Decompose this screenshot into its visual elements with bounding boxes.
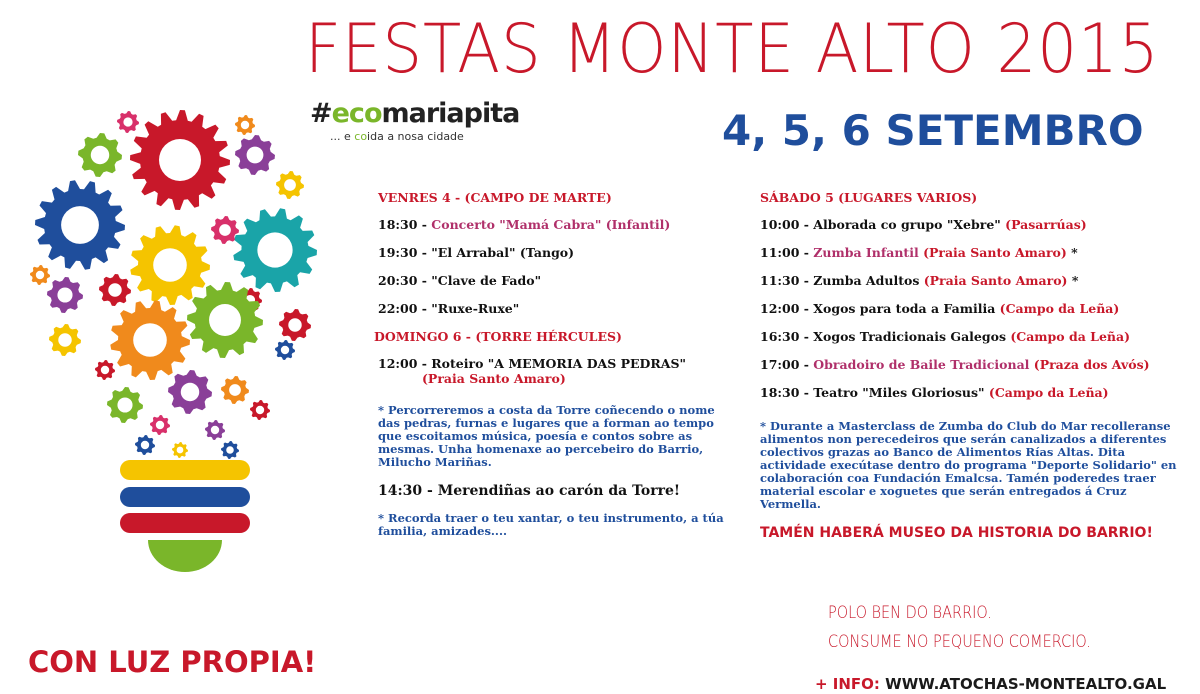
consume-text: CONSUME NO PEQUENO COMERCIO. bbox=[828, 632, 1091, 652]
venres-list bbox=[378, 217, 738, 316]
item-event: Teatro "Miles Gloriosus" bbox=[813, 385, 989, 400]
schedule-item bbox=[760, 245, 1190, 260]
gear-icon bbox=[49, 324, 81, 356]
item-time: 17:00 - bbox=[760, 357, 814, 372]
gear-icon bbox=[107, 387, 143, 423]
poster-title: FESTAS MONTE ALTO 2015 bbox=[305, 10, 1160, 89]
domingo-heading: DOMINGO 6 - (TORRE HÉRCULES) bbox=[374, 329, 622, 344]
item-place: (Praza dos Avós) bbox=[1033, 357, 1150, 372]
item-place: (Campo da Leña) bbox=[999, 301, 1120, 316]
item-event: Obradoiro de Baile Tradicional bbox=[813, 357, 1034, 372]
gear-icon bbox=[95, 360, 115, 380]
gear-icon bbox=[130, 225, 210, 305]
bulb-base-stripe bbox=[120, 513, 250, 533]
gear-icon bbox=[211, 216, 239, 244]
gear-icon bbox=[47, 277, 83, 313]
gear-icon bbox=[78, 133, 122, 177]
item-event: Zumba Adultos bbox=[813, 273, 924, 288]
info-url[interactable]: WWW.ATOCHAS-MONTEALTO.GAL bbox=[885, 675, 1167, 693]
item-time: 22:00 - bbox=[378, 301, 432, 316]
schedule-item bbox=[760, 273, 1190, 288]
item-event: Merendiñas ao carón da Torre! bbox=[437, 483, 681, 499]
sub-green: co bbox=[354, 130, 368, 143]
gear-icon bbox=[130, 110, 230, 210]
item-event: Concerto "Mamá Cabra" (Infantil) bbox=[431, 217, 671, 232]
gear-icon bbox=[221, 441, 239, 459]
schedule-item bbox=[760, 385, 1190, 400]
item-time: 14:30 - bbox=[378, 483, 438, 499]
sabado-heading: SÁBADO 5 (LUGARES VARIOS) bbox=[760, 190, 978, 205]
item-time: 16:30 - bbox=[760, 329, 814, 344]
gear-icon bbox=[221, 376, 249, 404]
item-mark: * bbox=[1067, 273, 1079, 288]
sub-pre: ... e bbox=[330, 130, 355, 143]
item-time: 11:30 - bbox=[760, 273, 814, 288]
schedule-item bbox=[378, 245, 738, 260]
item-place: (Praia Santo Amaro) bbox=[923, 273, 1068, 288]
item-time: 19:30 - bbox=[378, 245, 432, 260]
gear-icon bbox=[275, 340, 295, 360]
museo-announcement: TAMÉN HABERÁ MUSEO DA HISTORIA DO BARRIO! bbox=[760, 525, 1153, 541]
gear-icon bbox=[279, 309, 311, 341]
gear-lightbulb-illustration bbox=[20, 100, 350, 580]
sub-post: ida a nosa cidade bbox=[367, 130, 464, 143]
gear-icon bbox=[35, 180, 125, 269]
item-event: "Ruxe-Ruxe" bbox=[431, 301, 520, 316]
schedule-item bbox=[378, 273, 738, 288]
gear-icon bbox=[117, 111, 139, 133]
bulb-base-stripe bbox=[120, 460, 250, 480]
schedule-item bbox=[378, 483, 738, 499]
item-event: Xogos para toda a Familia bbox=[813, 301, 1000, 316]
item-event: "El Arrabal" (Tango) bbox=[431, 245, 575, 260]
sabado-note: * Durante a Masterclass de Zumba do Club do Mar recolleranse alimentos non perecedeiros que serán canalizados a diferentes colectivos grazas ao Banco de Alimentos Rías Altas. Dita actividade execútase dentro do programa "Deporte Solidario" en colaboración coa Fundación Emalcsa. Tamén poderedes traer material escolar e xoguetes que serán entregados á Cruz Vermella. bbox=[760, 419, 1177, 511]
gear-icon bbox=[205, 420, 225, 440]
polo-ben-text: POLO BEN DO BARRIO. bbox=[828, 603, 992, 623]
item-mark: * bbox=[1066, 245, 1078, 260]
hashtag-subtitle bbox=[330, 130, 464, 143]
item-time: 11:00 - bbox=[760, 245, 814, 260]
schedule-item bbox=[378, 356, 738, 386]
info-prefix: + INFO: bbox=[815, 675, 886, 693]
item-time: 12:00 - bbox=[378, 356, 432, 371]
gear-icon bbox=[99, 274, 131, 306]
item-time: 18:30 - bbox=[760, 385, 814, 400]
schedule-item bbox=[760, 357, 1190, 372]
item-time: 10:00 - bbox=[760, 217, 814, 232]
gear-icon bbox=[172, 442, 188, 458]
info-line bbox=[815, 675, 1166, 693]
item-place: (Praia Santo Amaro) bbox=[422, 371, 566, 386]
domingo-note-1: * Percorreremos a costa da Torre coñecendo o nome das pedras, furnas e lugares que a forman ao tempo que escoitamos música, poesía e contos sobre as mesmas. Unha homenaxe ao percebeiro do Barrio, Milucho Mariñas. bbox=[378, 403, 715, 469]
item-time: 12:00 - bbox=[760, 301, 814, 316]
domingo-note-2: * Recorda traer o teu xantar, o teu instrumento, a túa familia, amizades.... bbox=[378, 511, 724, 538]
gear-icon bbox=[235, 115, 255, 135]
venres-heading: VENRES 4 - (CAMPO DE MARTE) bbox=[378, 190, 612, 205]
gear-icon bbox=[233, 208, 317, 292]
item-time: 18:30 - bbox=[378, 217, 432, 232]
item-place: (Campo da Leña) bbox=[988, 385, 1109, 400]
gear-icon bbox=[168, 370, 212, 414]
slogan: CON LUZ PROPIA! bbox=[28, 645, 317, 679]
gear-icon bbox=[110, 300, 190, 380]
item-place: (Pasarrúas) bbox=[1005, 217, 1087, 232]
schedule-item bbox=[760, 217, 1190, 232]
gear-icon bbox=[250, 400, 270, 420]
festival-dates: 4, 5, 6 SETEMBRO bbox=[722, 106, 1144, 155]
item-event: Alborada co grupo "Xebre" bbox=[813, 217, 1006, 232]
item-place: (Campo da Leña) bbox=[1010, 329, 1130, 344]
schedule-item bbox=[378, 301, 738, 316]
item-event: Zumba Infantil bbox=[813, 245, 924, 260]
schedule-item bbox=[760, 329, 1190, 344]
gear-icon bbox=[135, 435, 155, 455]
schedule-left-column bbox=[374, 190, 738, 552]
hashtag-rest: mariapita bbox=[381, 98, 520, 129]
item-event: "Clave de Fado" bbox=[431, 273, 542, 288]
gear-icon bbox=[150, 415, 170, 435]
schedule-item bbox=[378, 217, 738, 232]
gear-icon bbox=[235, 135, 275, 175]
item-time: 20:30 - bbox=[378, 273, 432, 288]
hashtag-eco: eco bbox=[331, 98, 382, 129]
bulb-base-tip bbox=[148, 540, 222, 572]
schedule-item bbox=[760, 301, 1190, 316]
hashtag-prefix: # bbox=[310, 98, 332, 129]
gear-icon bbox=[30, 265, 50, 285]
item-place: (Praia Santo Amaro) bbox=[923, 245, 1067, 260]
gear-icon bbox=[276, 171, 304, 199]
item-event: Roteiro "A MEMORIA DAS PEDRAS" bbox=[431, 356, 687, 371]
sabado-list bbox=[760, 217, 1190, 400]
schedule-right-column bbox=[760, 190, 1190, 541]
bulb-base-stripe bbox=[120, 487, 250, 507]
item-event: Xogos Tradicionais Galegos bbox=[813, 329, 1011, 344]
